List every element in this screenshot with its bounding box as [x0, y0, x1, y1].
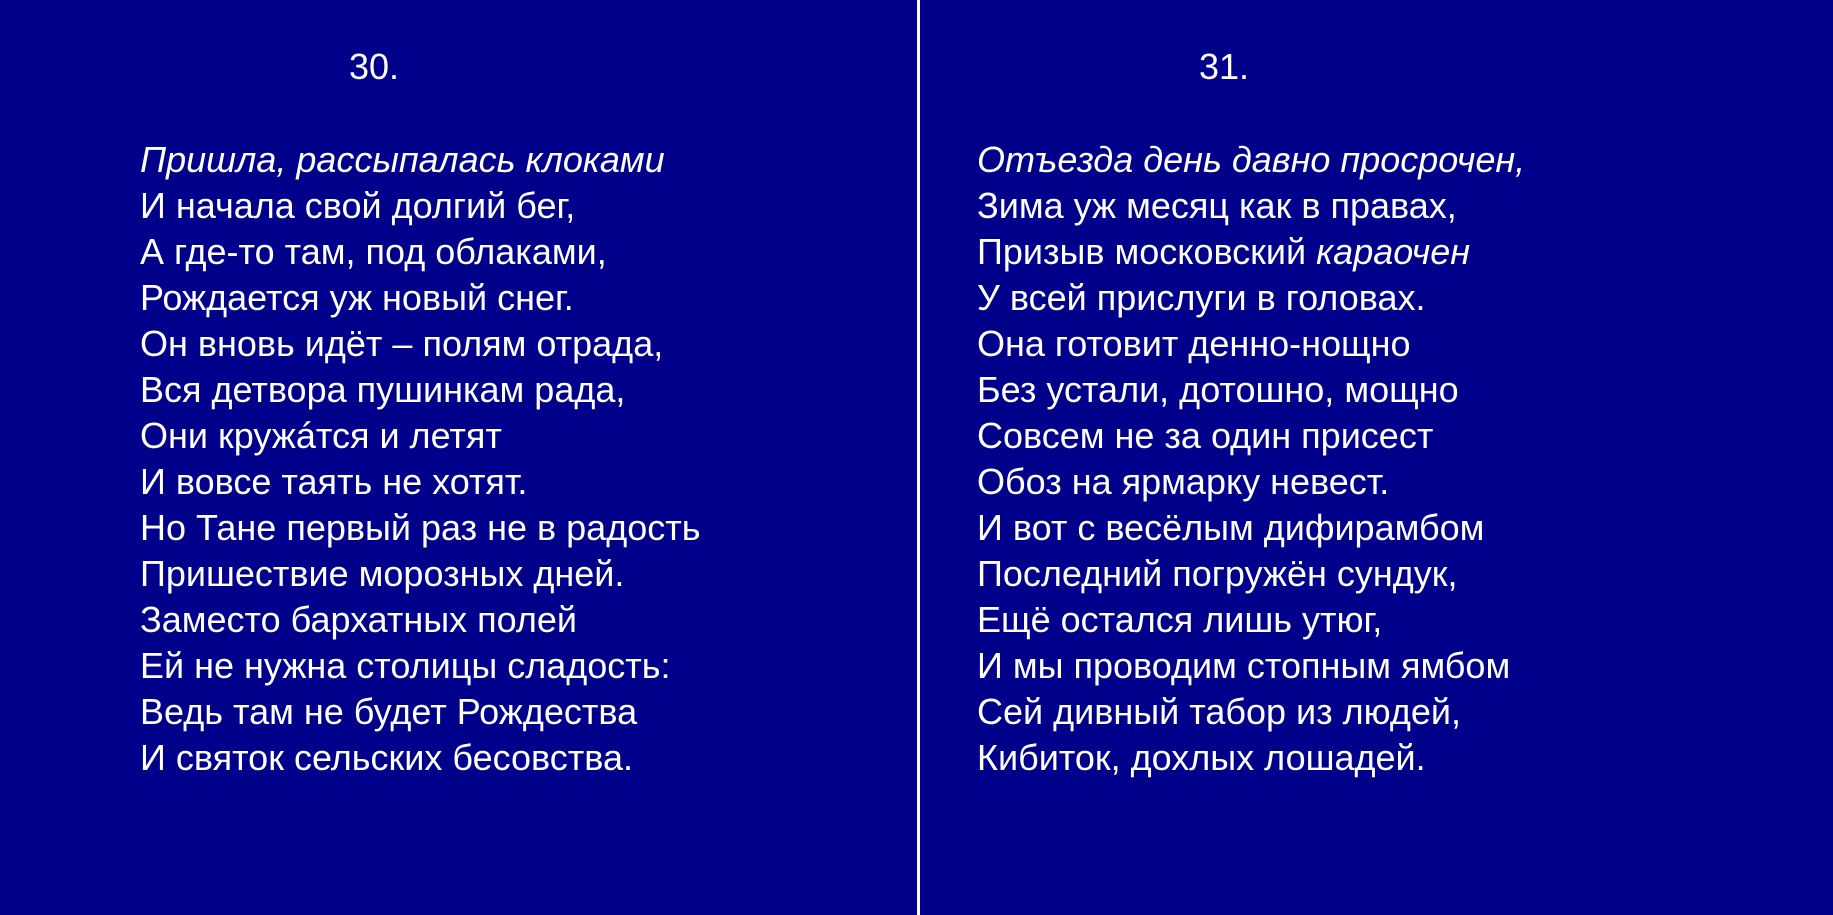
verse-line: Он вновь идёт – полям отрада,: [140, 323, 664, 364]
stanza-number: 30.: [349, 46, 400, 87]
verse-line: Последний погружён сундук,: [977, 553, 1458, 594]
verse-line: И святок сельских бесовства.: [140, 737, 634, 778]
stanza-lines: [140, 137, 700, 781]
verse-line: Совсем не за один присест: [977, 415, 1434, 456]
verse-line: И мы проводим стопным ямбом: [977, 645, 1511, 686]
verse-line: Ей не нужна столицы сладость:: [140, 645, 671, 686]
verse-line: У всей прислуги в головах.: [977, 277, 1426, 318]
verse-line: Пришествие морозных дней.: [140, 553, 625, 594]
verse-line: Отъезда день давно просрочен,: [977, 139, 1526, 180]
verse-line: Без устали, дотошно, мощно: [977, 369, 1459, 410]
verse-line: Обоз на ярмарку невест.: [977, 461, 1390, 502]
verse-line: Но Тане первый раз не в радость: [140, 507, 701, 548]
verse-line: Зима уж месяц как в правах,: [977, 185, 1457, 226]
verse-line: И вовсе таять не хотят.: [140, 461, 528, 502]
verse-line: Пришла, рассыпалась клоками: [140, 139, 665, 180]
verse-line: Ведь там не будет Рождества: [140, 691, 638, 732]
verse-line: Она готовит денно-нощно: [977, 323, 1411, 364]
verse-line: Заместо бархатных полей: [140, 599, 578, 640]
verse-line: И вот с весёлым дифирамбом: [977, 507, 1485, 548]
stanza-number: 31.: [1199, 46, 1250, 87]
verse-line: Ещё остался лишь утюг,: [977, 599, 1383, 640]
verse-line: А где-то там, под облаками,: [140, 231, 607, 272]
verse-line: Рождается уж новый снег.: [140, 277, 574, 318]
verse-line: Сей дивный табор из людей,: [977, 691, 1461, 732]
column-divider: [917, 0, 920, 915]
stanza-lines: [977, 137, 1525, 781]
verse-line: Они кружáтся и летят: [140, 415, 502, 456]
emphasized-word: караочен: [1316, 231, 1471, 272]
verse-line: [977, 229, 1525, 275]
verse-text: Призыв московский: [977, 231, 1307, 272]
verse-line: И начала свой долгий бег,: [140, 185, 576, 226]
verse-line: Кибиток, дохлых лошадей.: [977, 737, 1426, 778]
verse-line: Вся детвора пушинкам рада,: [140, 369, 626, 410]
